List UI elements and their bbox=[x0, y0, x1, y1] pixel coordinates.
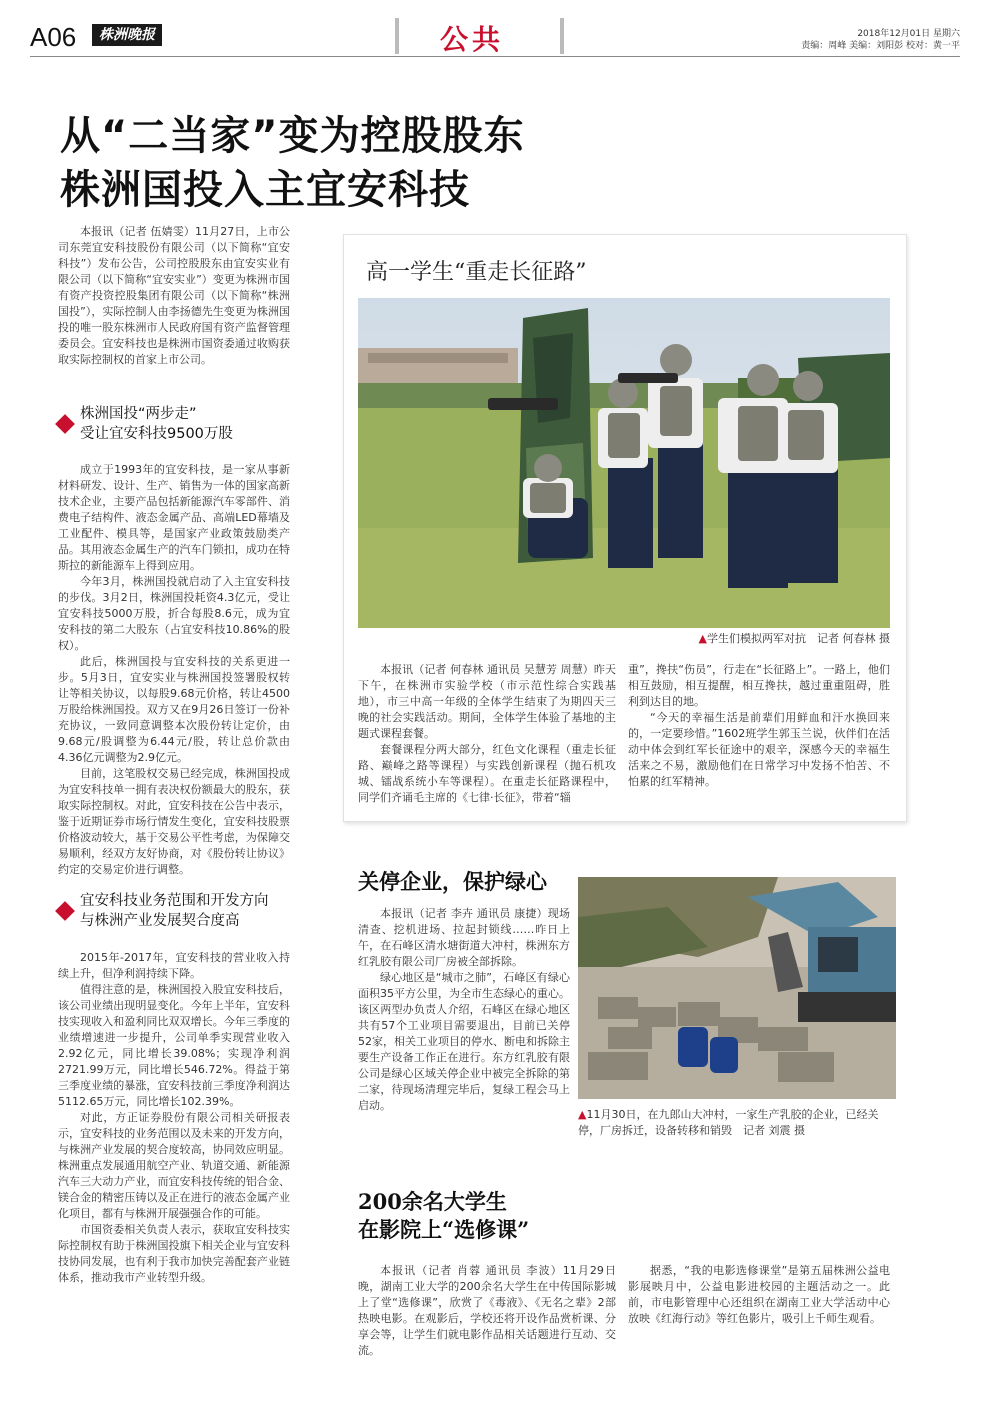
intro-paragraph: 本报讯（记者 伍婧雯）11月27日，上市公司东莞宜安科技股份有限公司（以下简称“宜安科技”）发布公告，公司控股股东由宜安实业有限公司（以下简称“宜安实业”）变更为株洲市国有资产投资控股集团有限公司（以下简称“株洲国投”），实际控制人由李扬德先生变更为株洲国投的唯一股东株洲市人民政府国有资产监督管理委员会。宜安科技也是株洲市国资委通过收购获取实际控制权的首家上市公司。 bbox=[58, 225, 290, 366]
section1-paragraph: 目前，这笔股权交易已经完成，株洲国投成为宜安科技单一拥有表决权份额最大的股东，获取实际控制权。对此，宜安科技在公告中表示，鉴于近期证券市场行情发生变化，宜安科技股票价格波动较大，基于交易公平性考虑，为保障交易顺利，经双方友好协商，对《股份转让协议》约定的交易定价进行调整。 bbox=[58, 767, 290, 876]
demolition-caption-text: 11月30日，在九郎山大冲村，一家生产乳胶的企业，已经关停，厂房拆迁，设备转移和销毁 记者 刘震 摄 bbox=[578, 1108, 879, 1137]
subhead-1-line2: 受让宜安科技9500万股 bbox=[80, 426, 233, 442]
long-march-paragraph: 重”，搀扶“伤员”，行走在“长征路上”。一路上，他们相互鼓励，相互提醒，相互搀扶，越过重重阻碍，胜利到达目的地。 bbox=[628, 663, 890, 708]
headline-line1: 从“二当家”变为控股股东 bbox=[60, 113, 525, 159]
paper-logo: 株洲晚报 bbox=[92, 24, 162, 46]
green-heart-paragraph: 绿心地区是“城市之肺”，石峰区有绿心面积35平方公里，为全市生态绿心的重心。该区两型办负责人介绍，石峰区在绿心地区共有57个工业项目需要退出，目前已关停52家，相关工业项目的停水、断电和拆除主要生产设备工作正在进行。东方红乳胶有限公司是绿心区域关停企业中被完全拆除的第二家，待现场清理完毕后，复绿工程会马上启动。 bbox=[358, 971, 570, 1112]
subhead-2-line1: 宜安科技业务范围和开发方向 bbox=[80, 893, 269, 909]
subhead-2 bbox=[58, 891, 269, 931]
long-march-caption-text: 学生们模拟两军对抗 记者 何春林 摄 bbox=[707, 632, 890, 645]
section2-paragraph: 对此，方正证券股份有限公司相关研报表示，宜安科技的业务范围以及未来的开发方向，与株洲产业发展的契合度较高，协同效应明显。株洲重点发展通用航空产业、轨道交通、新能源汽车三大动力产业，而宜安科技传统的铝合金、镁合金的精密压铸以及正在进行的液态金属产业化项目，都有与株洲开展强强合作的可能。 bbox=[58, 1111, 290, 1220]
film-title-line1: 200余名大学生 bbox=[358, 1189, 507, 1214]
section-name: 公共 bbox=[440, 23, 505, 56]
staff-credits: 责编：周峰 美编：刘阳彭 校对：黄一平 bbox=[801, 41, 960, 51]
demolition-caption bbox=[578, 1107, 896, 1139]
subhead-1 bbox=[58, 404, 233, 444]
film-paragraph: 据悉，“我的电影选修课堂”是第五届株洲公益电影展映月中，公益电影进校园的主题活动之一。此前，市电影管理中心还组织在湖南工业大学活动中心放映《红海行动》等红色影片，吸引上千师生观看。 bbox=[628, 1264, 890, 1325]
long-march-caption bbox=[640, 630, 890, 646]
green-heart-paragraph: 本报讯（记者 李卉 通讯员 康捷）现场清查、挖机进场、拉起封锁线……昨日上午，在石峰区清水塘街道大冲村，株洲东方红乳胶有限公司厂房被全部拆除。 bbox=[358, 907, 570, 968]
caption-triangle-icon: ▲ bbox=[578, 1108, 587, 1121]
headline-line2: 株洲国投入主宜安科技 bbox=[60, 167, 470, 213]
section2-paragraph: 值得注意的是，株洲国投入股宜安科技后，该公司业绩出现明显变化。今年上半年，宜安科技实现收入和盈利同比双双增长。今年三季度的业绩增速进一步提升，公司单季实现营业收入2.92亿元，同比增长39.08%；实现净利润2721.99万元，同比增长546.72%。得益于第三季度业绩的暴涨，宜安科技前三季度净利润达5112.65万元，同比增长102.39%。 bbox=[58, 983, 290, 1108]
long-march-text-right bbox=[628, 662, 890, 790]
long-march-photo bbox=[358, 298, 890, 628]
lead-article-section2 bbox=[58, 950, 290, 1286]
page-number: A06 bbox=[30, 22, 77, 52]
section1-paragraph: 此后，株洲国投与宜安科技的关系更进一步。5月3日，宜安实业与株洲国投签署股权转让等相关协议，以每股9.68元价格，转让4500万股给株洲国投。双方又在9月26日签订一份补充协议，一致同意调整本次股份转让定价，由9.68元/股调整为6.44元/股，转让总价款由4.36亿元调整为2.9亿元。 bbox=[58, 655, 290, 764]
film-text-right bbox=[628, 1263, 890, 1327]
long-march-text-left bbox=[358, 662, 616, 806]
long-march-paragraph: 套餐课程分两大部分，红色文化课程（重走长征路、巅峰之路等课程）与实践创新课程（抛石机攻城、镭战系统小车等课程）。在重走长征路课程中，同学们齐诵毛主席的《七律·长征》，带着“辎 bbox=[358, 743, 616, 804]
film-title-line2: 在影院上“选修课” bbox=[358, 1217, 530, 1242]
subhead-1-line1: 株洲国投“两步走” bbox=[80, 406, 197, 422]
long-march-title: 高一学生“重走长征路” bbox=[366, 260, 587, 285]
green-heart-text bbox=[358, 906, 570, 1114]
long-march-paragraph: 本报讯（记者 何春林 通讯员 吴慧芳 周慧）昨天下午，在株洲市实验学校（市示范性综合实践基地），市三中高一年级的全体学生结束了为期四天三晚的社会实践活动。期间，全体学生体验了基地的主题式课程套餐。 bbox=[358, 663, 616, 740]
lead-article-section1 bbox=[58, 462, 290, 878]
section2-paragraph: 市国资委相关负责人表示，获取宜安科技实际控制权有助于株洲国投旗下相关企业与宜安科技协同发展，也有利于我市加快完善配套产业链体系，推动我市产业转型升级。 bbox=[58, 1223, 290, 1284]
subhead-2-line2: 与株洲产业发展契合度高 bbox=[80, 913, 240, 929]
film-paragraph: 本报讯（记者 肖蓉 通讯员 李波）11月29日晚，湖南工业大学的200余名大学生在中传国际影城上了堂“选修课”，欣赏了《毒液》、《无名之辈》2部热映电影。在观影后，学校还将开设作品赏析课、分享会等，让学生们就电影作品相关话题进行互动、交流。 bbox=[358, 1264, 616, 1357]
header-rule bbox=[30, 56, 960, 57]
caption-triangle-icon: ▲ bbox=[698, 632, 707, 645]
lead-article-intro bbox=[58, 224, 290, 368]
green-heart-title: 关停企业，保护绿心 bbox=[358, 869, 547, 894]
section1-paragraph: 今年3月，株洲国投就启动了入主宜安科技的步伐。3月2日，株洲国投耗资4.3亿元，受让宜安科技5000万股，折合每股8.6元，成为宜安科技的第二大股东（占宜安科技10.86%的股权）。 bbox=[58, 575, 290, 652]
long-march-paragraph: “今天的幸福生活是前辈们用鲜血和汗水换回来的，一定要珍惜。”1602班学生郭玉兰说，伙伴们在活动中体会到红军长征途中的艰辛，深感今天的幸福生活来之不易，激励他们在日常学习中发扬不怕苦、不怕累的红军精神。 bbox=[628, 711, 890, 788]
header-divider-left bbox=[395, 18, 399, 54]
section2-paragraph: 2015年-2017年，宜安科技的营业收入持续上升，但净利润持续下降。 bbox=[58, 951, 290, 980]
demolition-photo bbox=[578, 877, 896, 1099]
film-text-left bbox=[358, 1263, 616, 1359]
section1-paragraph: 成立于1993年的宜安科技，是一家从事新材料研发、设计、生产、销售为一体的国家高新技术企业，主要产品包括新能源汽车零部件、消费电子结构件、液态金属产品、高端LED幕墙及工业配件、模具等，是国家产业政策鼓励类产品。其用液态金属生产的汽车门锁扣，成功在特斯拉的新能源车上得到应用。 bbox=[58, 463, 290, 572]
issue-date: 2018年12月01日 星期六 bbox=[857, 29, 960, 39]
header-divider-right bbox=[560, 18, 564, 54]
